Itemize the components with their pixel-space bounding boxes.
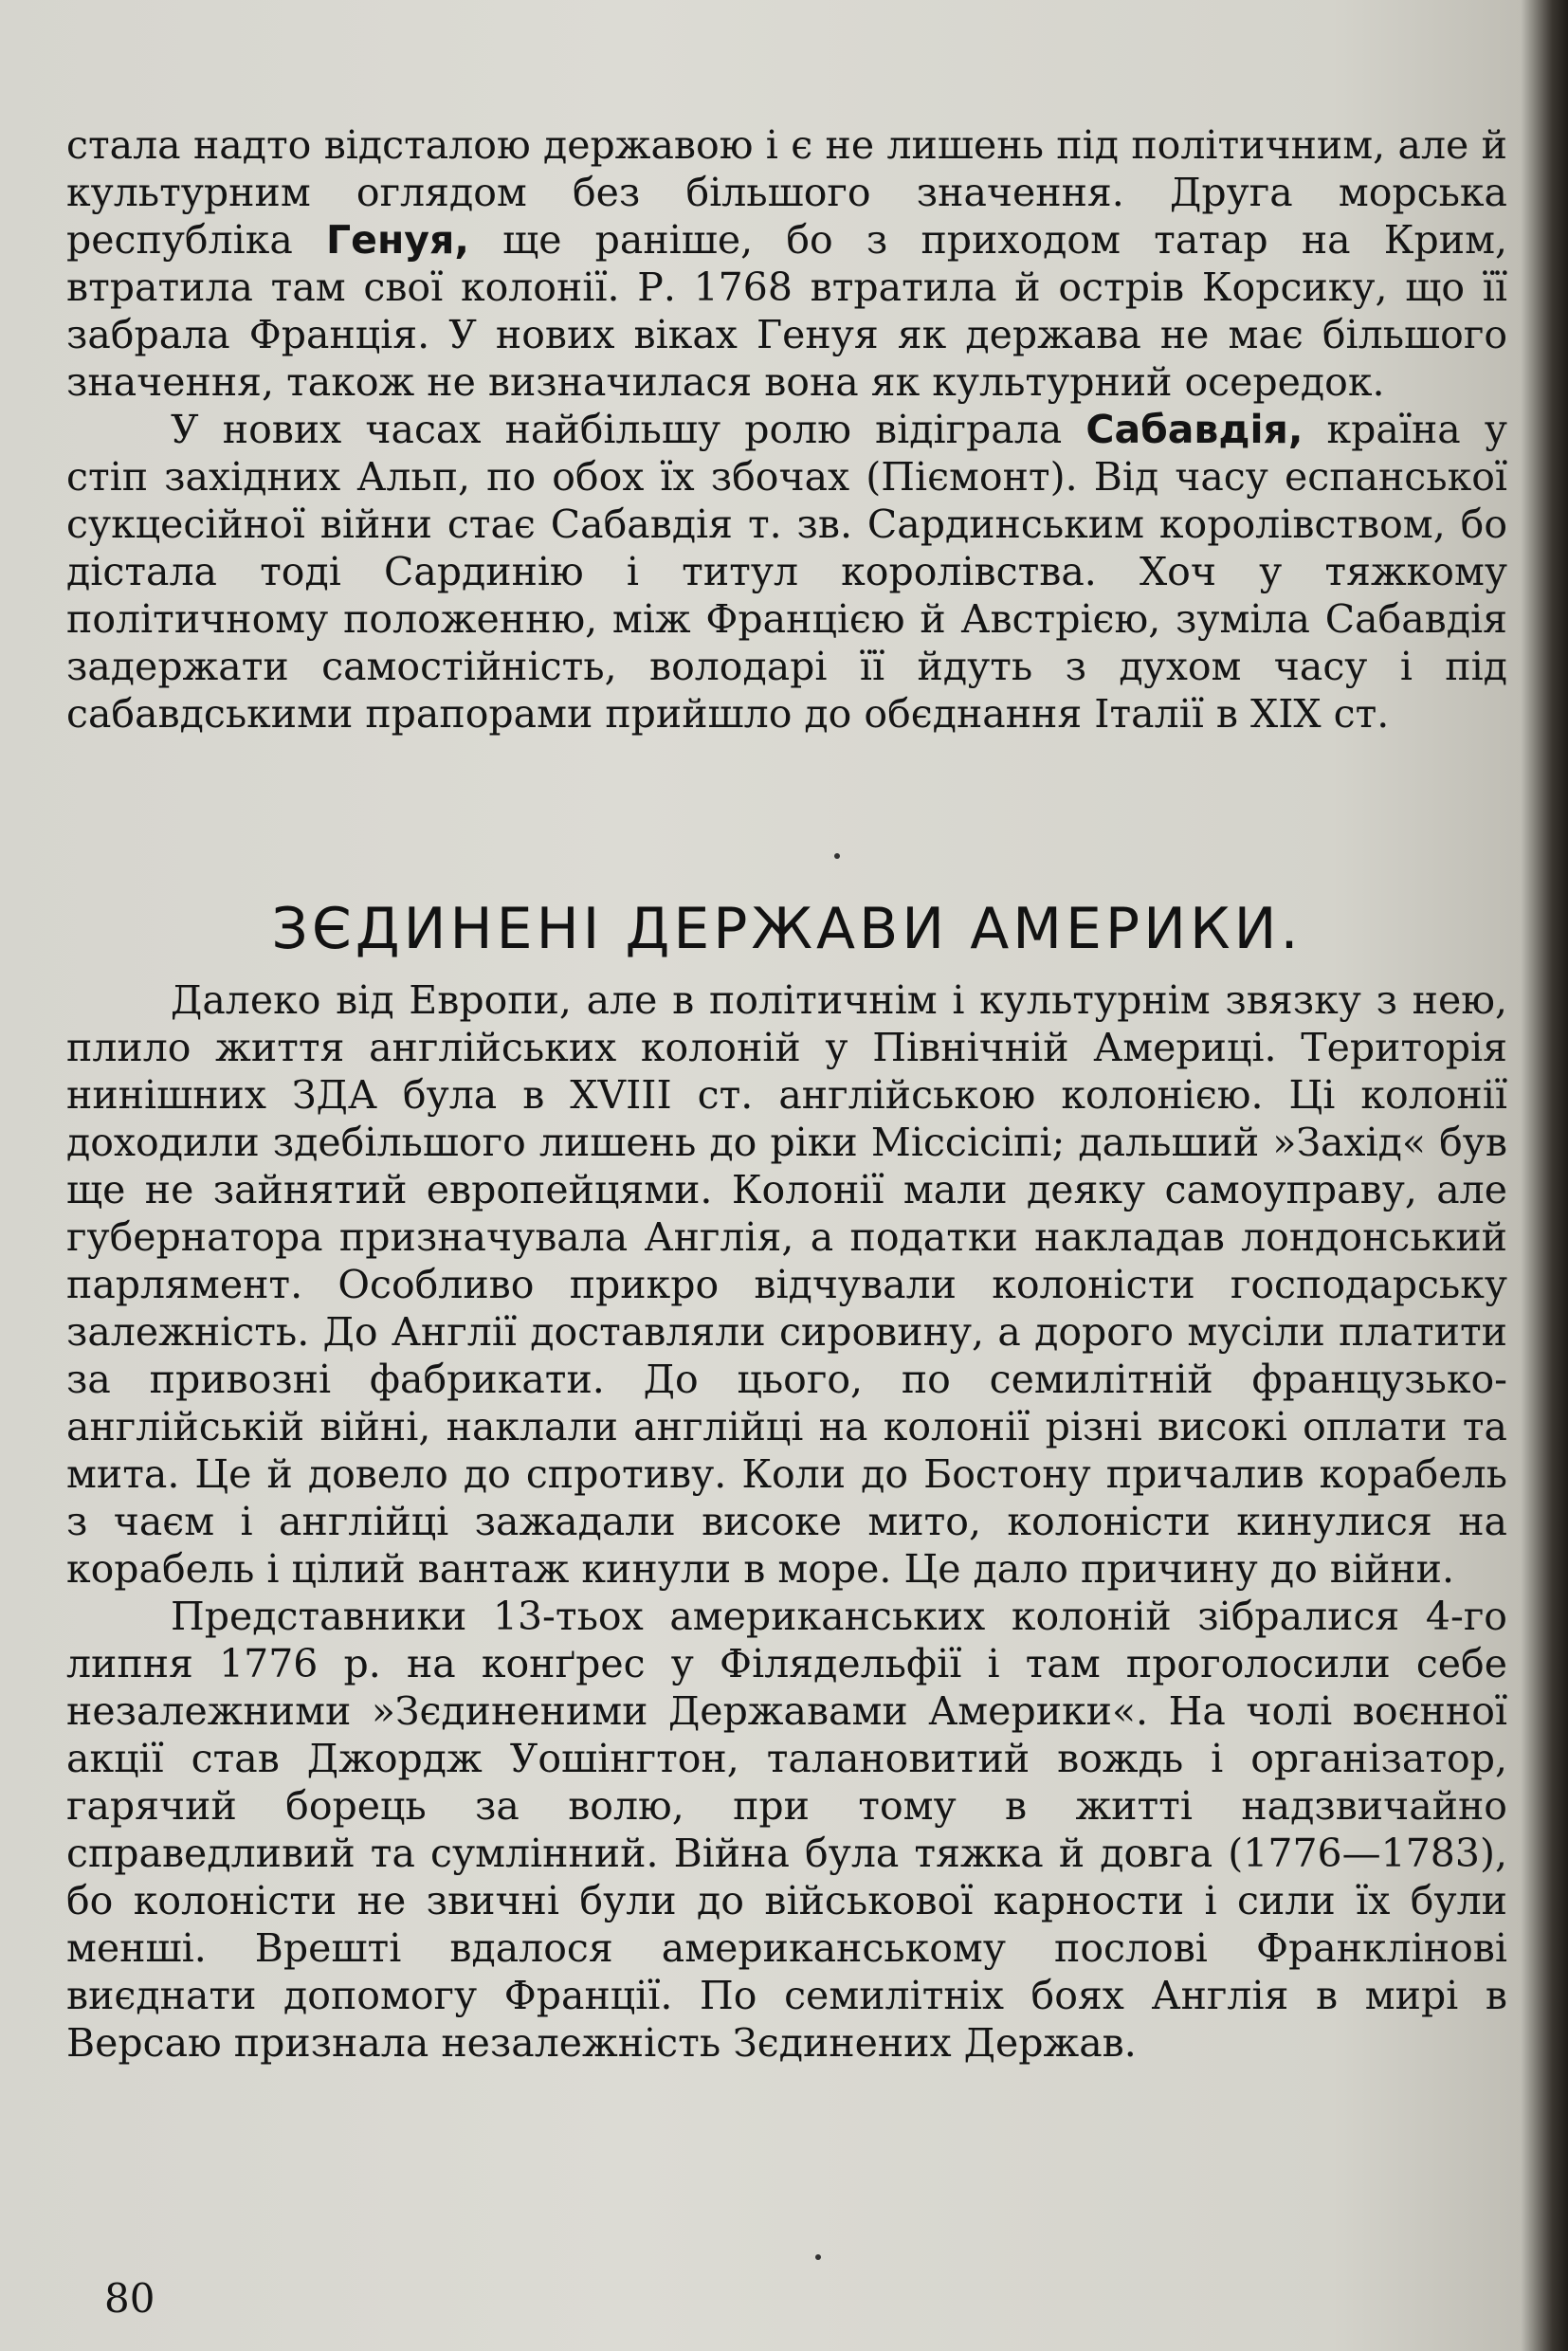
paragraph-colonies-text: Далеко від Европи, але в політичнім і культурнім звязку з нею, плило життя англійських колоній у Північній Америці. Територія нинішних ЗДА була в XVIII ст. англійською колонією. Ці колонії доходили здебільшого лишень до ріки Міссісіпі; дальший »Захід« був ще не зайнятий европейцями. Колонії мали деяку самоуправу, але губернатора призначувала Англія, а податки накладав лондонський парлямент. Особливо прикро відчували колоністи господарську залежність. До Англії доставляли сировину, а дорого мусіли платити за привозні фабрикати. До цього, по семилітній французько-англійській війні, наклали англійці на колонії різні високі оплати та мита. Це й довело до спротиву. Коли до Бостону причалив корабель з чаєм і англійці зажадали високе мито, колоністи кинулися на корабель і цілий вантаж кинули в море. Це дало причину до війни. xyxy=(66,977,1507,1592)
genoa-term: Генуя, xyxy=(326,217,469,263)
paragraph-independence-text: Представники 13-тьох американських колоній зібралися 4-го липня 1776 р. на конґрес у Філядельфії і там проголосили себе незалежними »Зєдиненими Державами Америки«. На чолі воєнної акції став Джордж Уошінгтон, талановитий вождь і організатор, гарячий борець за волю, при тому в житті надзвичайно справедливий та сумлінний. Війна була тяжка й довга (1776—1783), бо колоністи не звичні були до військової карности і сили їх були менші. Врешті вдалося американському послові Франклінові виєднати допомогу Франції. По семилітніх боях Англія в мирі в Версаю признала незалежність Зєдинених Держав. xyxy=(66,1594,1507,2066)
paragraph-colonies xyxy=(66,976,1507,1593)
paragraph-genoa xyxy=(66,121,1507,406)
paragraph-genoa-text-1: стала надто відсталою державою і є не лишень під політичним, але й культурним оглядом без більшого значення. Друга морська республіка xyxy=(66,122,1507,263)
top-section xyxy=(66,121,1507,738)
paragraph-genoa-text-2: ще раніше, бо з приходом татар на Крим, втратила там свої колонії. Р. 1768 втратила й острів Корсику, що її забрала Франція. У нових віках Генуя як держава не має більшого значення, також не визначилася вона як культурний осередок. xyxy=(66,217,1507,405)
page-number: 80 xyxy=(104,2275,155,2322)
usa-section xyxy=(66,976,1507,2067)
paragraph-savoy-text-2: країна у стіп західних Альп, по обох їх збочах (Піємонт). Від часу еспанської сукцесійної війни стає Сабавдія т. зв. Сардинським королівством, бо дістала тоді Сардинію і титул королівства. Хоч у тяжкому політичному положенню, між Францією й Австрією, зуміла Сабавдія задержати самостійність, володарі її йдуть з духом часу і під сабавдськими прапорами прийшло до обєднання Італії в XIX ст. xyxy=(66,407,1507,737)
print-dot xyxy=(834,853,840,859)
paragraph-savoy-text-1: У нових часах найбільшу ролю відіграла xyxy=(171,407,1086,452)
section-heading: ЗЄДИНЕНІ ДЕРЖАВИ АМЕРИКИ. xyxy=(271,896,1303,962)
print-dot-bottom xyxy=(815,2254,821,2260)
savoy-term: Сабавдія, xyxy=(1085,407,1304,452)
paragraph-savoy xyxy=(66,406,1507,738)
paragraph-independence xyxy=(66,1593,1507,2067)
